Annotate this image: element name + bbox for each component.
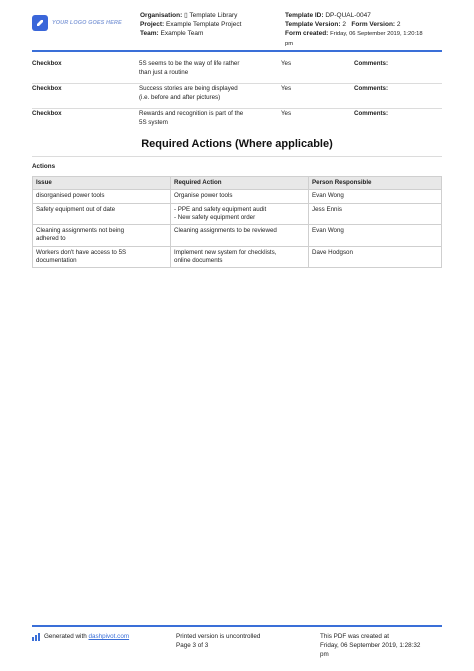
pdf-created-label: This PDF was created at [320,633,389,640]
action-cell [171,225,309,247]
question-line: 5S system [139,118,168,126]
cell-line: documentation [36,257,77,265]
row-comments-label: Comments: [354,60,389,67]
template-meta [285,11,423,49]
team-label: Team: [140,30,159,37]
header-divider [32,50,442,52]
question-line: Success stories are being displayed [139,85,238,92]
document-footer [32,632,442,662]
row-question [139,110,264,127]
organisation-label: Organisation: [140,12,183,19]
checkbox-row [32,85,442,109]
table-row [33,246,442,268]
cell-line: Cleaning assignments to be reviewed [174,227,277,235]
cell-line: Implement new system for checklists, [174,248,277,256]
form-created-label: Form created: [285,30,329,37]
cell-line: online documents [174,257,223,265]
person-cell: Evan Wong [309,225,442,247]
cell-line: Cleaning assignments not being [36,227,125,235]
generated-with [32,632,129,641]
issue-cell [33,246,171,268]
issue-cell [33,203,171,225]
logo-text: YOUR LOGO GOES HERE [52,20,122,26]
table-row [33,190,442,203]
question-line: (i.e. before and after pictures) [139,93,221,101]
page-number: Page 3 of 3 [176,642,209,649]
row-question [139,60,264,77]
actions-label: Actions [32,163,56,170]
template-version-label: Template Version: [285,21,341,28]
section-divider [32,156,442,157]
row-type: Checkbox [32,85,62,92]
cell-line: Organise power tools [174,192,233,200]
form-version-label: Form Version: [351,21,396,28]
generated-prefix: Generated with [44,633,87,640]
row-comments-label: Comments: [354,110,389,117]
question-line: than just a routine [139,68,189,76]
dashpivot-icon [32,633,41,641]
organisation-info [140,11,241,38]
template-version-value: 2 [342,21,346,28]
template-id-label: Template ID: [285,12,324,19]
footer-divider [32,625,442,627]
question-line: Rewards and recognition is part of the [139,110,244,117]
pdf-created-date: Friday, 06 September 2019, 1:28:32 [320,642,421,649]
issue-cell [33,190,171,203]
row-answer: Yes [281,110,292,117]
form-created-value-cont: pm [285,41,294,47]
company-logo [32,12,132,34]
template-id-value: DP-QUAL-0047 [325,12,371,19]
checkbox-row [32,110,442,130]
row-answer: Yes [281,60,292,67]
logo-icon [32,15,48,31]
table-header-row [33,177,442,190]
row-comments-label: Comments: [354,85,389,92]
action-cell [171,190,309,203]
issue-cell [33,225,171,247]
actions-table [32,176,442,268]
action-cell [171,246,309,268]
column-header-required-action: Required Action [171,177,309,190]
cell-line: adhered to [36,235,66,243]
table-row [33,203,442,225]
person-cell: Jess Ennis [309,203,442,225]
pdf-created-info [320,632,420,659]
form-created-value: Friday, 06 September 2019, 1:20:18 [330,31,423,37]
cell-line: Workers don't have access to 5S [36,248,127,256]
cell-line: disorganised power tools [36,192,105,200]
pdf-created-date-cont: pm [320,651,329,658]
row-answer: Yes [281,85,292,92]
project-label: Project: [140,21,165,28]
printed-notice: Printed version is uncontrolled [176,633,261,640]
question-line: 5S seems to be the way of life rather [139,60,240,67]
column-header-person-responsible: Person Responsible [309,177,442,190]
form-version-value: 2 [396,21,401,28]
row-type: Checkbox [32,110,62,117]
person-cell: Dave Hodgson [309,246,442,268]
project-value: Example Template Project [166,21,242,28]
row-question [139,85,264,102]
checkbox-row [32,60,442,84]
cell-line: - New safety equipment order [174,213,256,221]
section-title: Required Actions (Where applicable) [141,138,333,150]
cell-line: Safety equipment out of date [36,205,116,213]
person-cell: Evan Wong [309,190,442,203]
table-row [33,225,442,247]
row-type: Checkbox [32,60,62,67]
print-info [176,632,260,650]
cell-line: - PPE and safety equipment audit [174,205,267,213]
column-header-issue: Issue [33,177,171,190]
dashpivot-link[interactable]: dashpivot.com [88,633,130,640]
action-cell [171,203,309,225]
organisation-value: ▯ Template Library [184,12,238,19]
document-header [32,8,442,48]
team-value: Example Team [160,30,204,37]
